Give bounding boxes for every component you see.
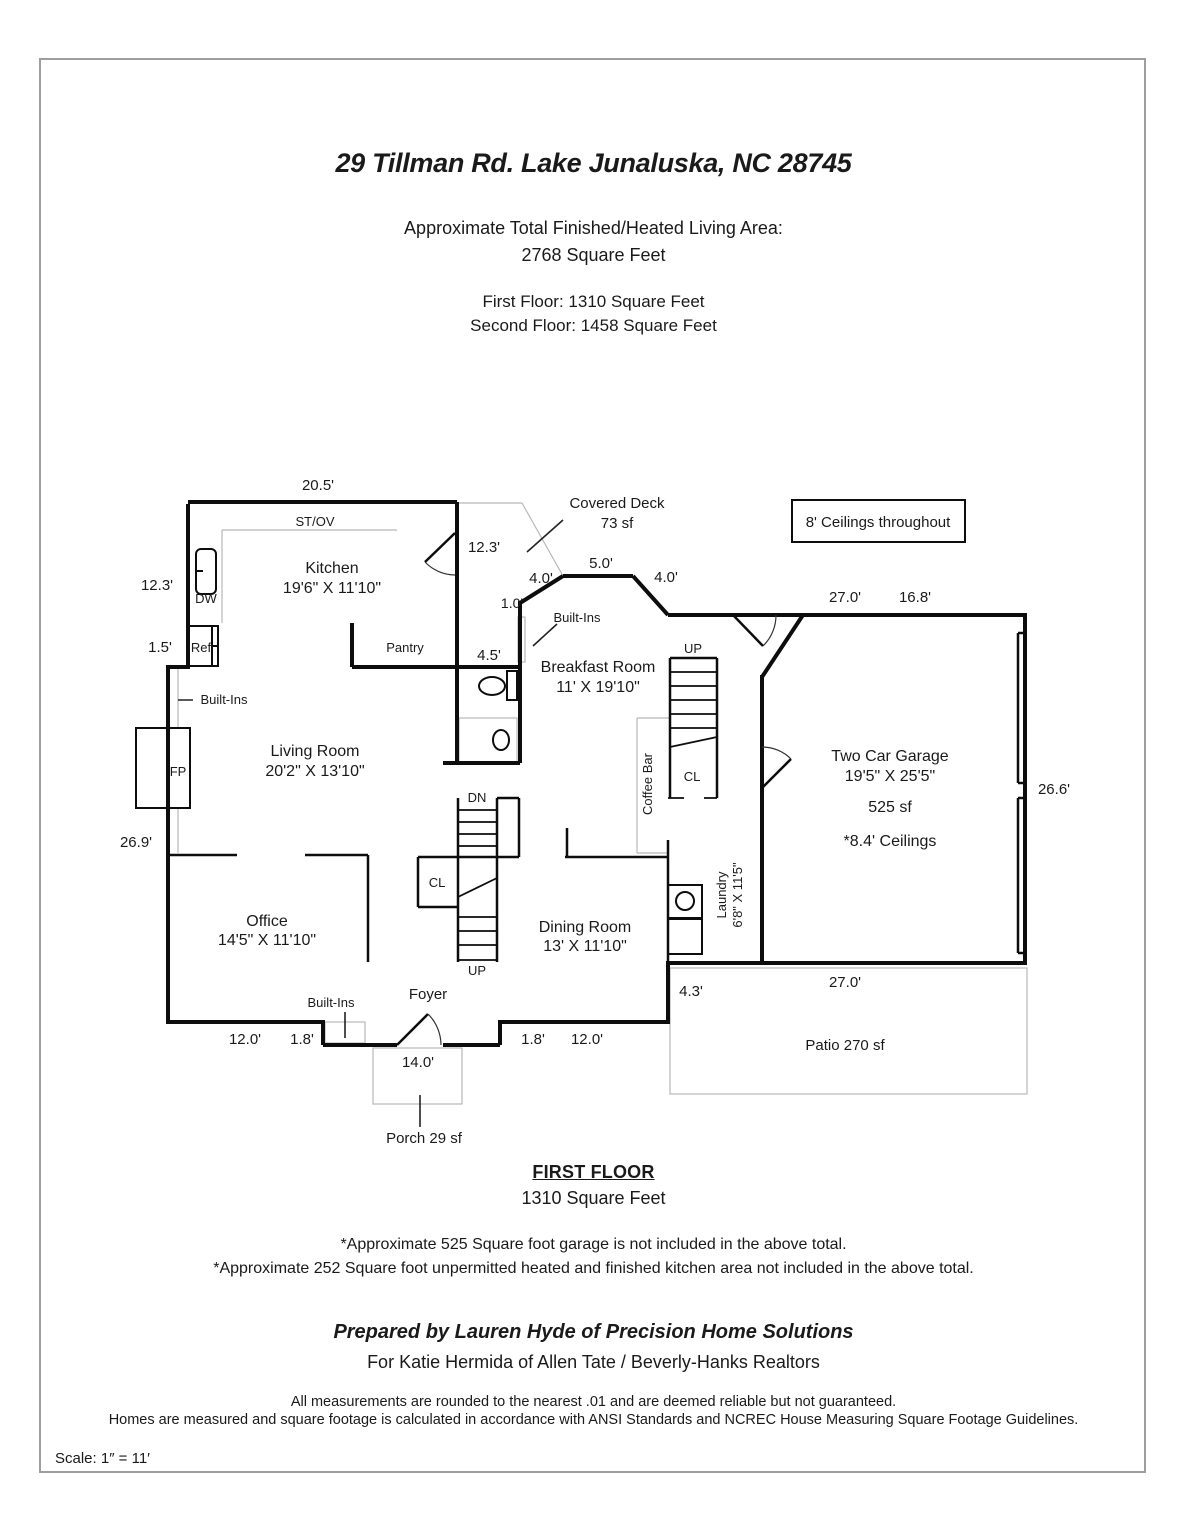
dim-patio-step: 4.3' [679, 983, 703, 1000]
footnote-garage: *Approximate 525 Square foot garage is not included in the above total. [340, 1236, 847, 1253]
dim-bath-wall: 4.5' [477, 647, 501, 664]
stairs-down-label: DN [467, 790, 487, 805]
dim-front-d: 1.8' [521, 1031, 545, 1048]
fixtures [136, 500, 965, 954]
garage-name: Two Car Garage [831, 748, 949, 765]
dim-front-c: 14.0' [401, 1054, 435, 1071]
dim-front-e: 12.0' [570, 1031, 604, 1048]
breakfast-name: Breakfast Room [540, 659, 656, 676]
footnote-kitchen: *Approximate 252 Square foot unpermitted heated and finished kitchen area not included in the above total. [213, 1260, 974, 1277]
office-name: Office [246, 913, 288, 930]
dryer-icon [668, 919, 702, 954]
dim-ref-step: 1.5' [148, 639, 172, 656]
sink-icon [479, 677, 505, 695]
center-closet-label: CL [428, 875, 446, 890]
floor-summary-area: 1310 Square Feet [521, 1188, 666, 1208]
toilet-icon [493, 730, 509, 750]
dining-name: Dining Room [538, 919, 632, 936]
stairs-up-breakfast-label: UP [683, 641, 703, 656]
office-dims: 14'5" X 11'10" [217, 932, 317, 949]
foyer-builtins-label: Built-Ins [307, 995, 355, 1010]
dishwasher-label: DW [195, 591, 217, 606]
first-floor-area-line: First Floor: 1310 Square Feet [482, 292, 705, 311]
scale-note: Scale: 1″ = 11′ [55, 1450, 150, 1467]
pantry-label: Pantry [386, 640, 424, 655]
kitchen-name: Kitchen [305, 560, 359, 577]
patio-label: Patio 270 sf [805, 1037, 885, 1054]
laundry-dims: 6'8" X 11'5" [730, 862, 745, 928]
floor-summary-title: FIRST FLOOR [532, 1162, 655, 1182]
living-dims: 20'2" X 13'10" [265, 763, 365, 780]
dim-front-b: 1.8' [290, 1031, 314, 1048]
garage-dims: 19'5" X 25'5" [844, 768, 936, 785]
dim-front-a: 12.0' [228, 1031, 262, 1048]
refrigerator-label: Ref [190, 640, 212, 655]
laundry-name: Laundry [714, 871, 729, 919]
breakfast-closet-label: CL [683, 769, 701, 784]
prepared-by-line: Prepared by Lauren Hyde of Precision Home Solutions [333, 1321, 854, 1343]
washer-icon [668, 885, 702, 918]
disclaimer-line2: Homes are measured and square footage is calculated in accordance with ANSI Standards and NCREC House Measuring Square Footage Guidelines. [108, 1412, 1079, 1428]
kitchen-dims: 19'6" X 11'10" [282, 580, 382, 597]
garage-area: 525 sf [868, 799, 912, 816]
foyer-name: Foyer [408, 986, 448, 1003]
stove-oven-label: ST/OV [295, 514, 335, 529]
dim-kitchen-left: 12.3' [140, 577, 174, 594]
covered-deck-name: Covered Deck [569, 495, 665, 512]
dim-deck-b: 5.0' [589, 555, 613, 572]
total-area: 2768 Square Feet [521, 245, 666, 265]
dim-kitchen-top: 20.5' [301, 477, 335, 494]
living-area-heading: Approximate Total Finished/Heated Living Area: [404, 218, 783, 238]
dim-deck-c: 4.0' [654, 569, 678, 586]
second-floor-area-line: Second Floor: 1458 Square Feet [470, 316, 717, 335]
covered-deck-area: 73 sf [600, 515, 634, 532]
breakfast-dims: 11' X 19'10" [556, 679, 640, 696]
dining-dims: 13' X 11'10" [543, 938, 627, 955]
porch-label: Porch 29 sf [386, 1130, 462, 1147]
disclaimer-line1: All measurements are rounded to the nearest .01 and are deemed reliable but not guaranteed. [290, 1394, 897, 1410]
dim-deck-d: 1.0' [500, 595, 524, 611]
living-builtins-label: Built-Ins [200, 692, 248, 707]
dim-west-wall: 26.9' [119, 834, 153, 851]
dim-patio-top: 27.0' [828, 974, 862, 991]
dim-garage-top-b: 16.8' [898, 589, 932, 606]
dim-deck-a: 4.0' [529, 570, 553, 587]
dim-deck-wall: 12.3' [467, 539, 501, 556]
page-title: 29 Tillman Rd. Lake Junaluska, NC 28745 [335, 148, 852, 178]
fireplace-label: FP [169, 764, 187, 779]
bath-cabinet-icon [507, 671, 517, 700]
for-client-line: For Katie Hermida of Allen Tate / Beverly-Hanks Realtors [367, 1352, 820, 1372]
stairs-up-center-label: UP [467, 963, 487, 978]
dim-garage-top-a: 27.0' [828, 589, 862, 606]
coffee-bar-label: Coffee Bar [640, 753, 655, 815]
dim-garage-right: 26.6' [1037, 781, 1071, 798]
ceiling-note: 8' Ceilings throughout [805, 514, 951, 531]
breakfast-builtins-label: Built-Ins [553, 610, 601, 625]
garage-ceiling-note: *8.4' Ceilings [843, 833, 937, 850]
living-name: Living Room [270, 743, 360, 760]
